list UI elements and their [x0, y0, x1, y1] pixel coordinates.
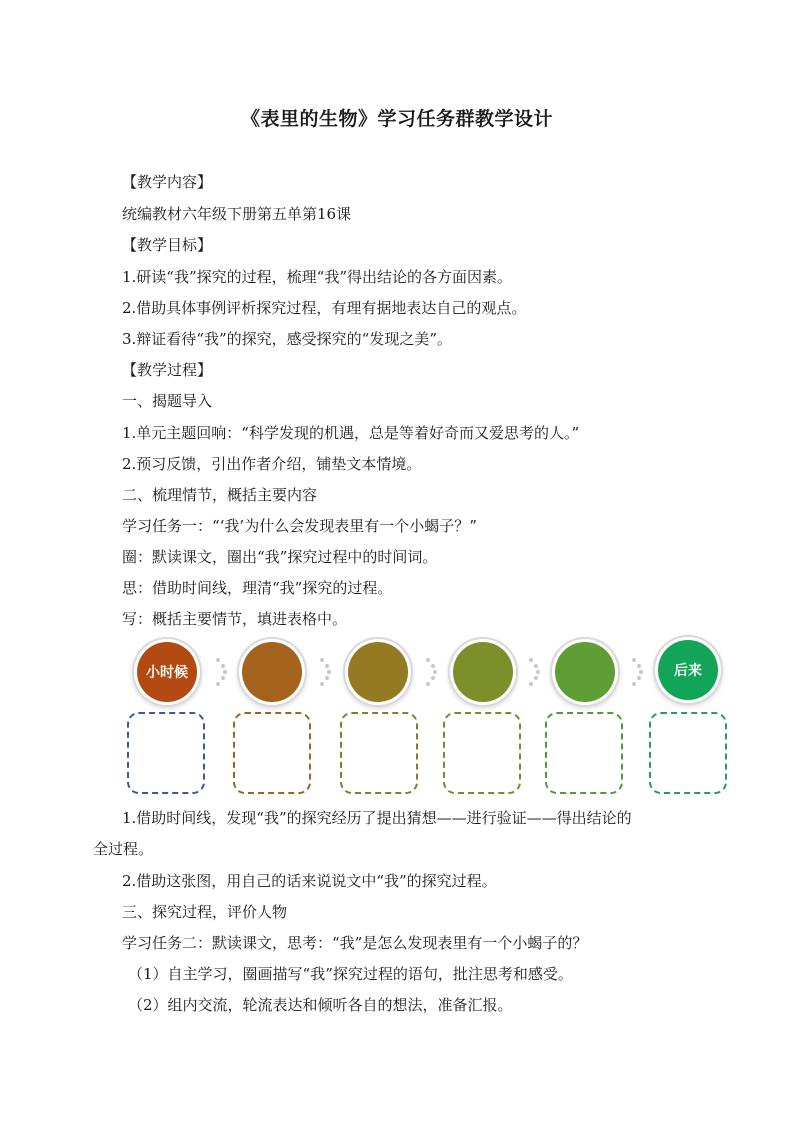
task2-step-1: （1）自主学习，圈画描写“我”探究过程的语句，批注思考和感受。 [128, 965, 573, 983]
timeline-fill-box-2[interactable] [233, 712, 311, 794]
timeline-connector-dots [632, 658, 644, 686]
content-text: 统编教材六年级下册第五单第16课 [122, 205, 352, 223]
timeline-fill-box-6[interactable] [649, 712, 727, 794]
timeline-connector-dots [426, 658, 438, 686]
after-timeline-1-cont: 全过程。 [93, 840, 154, 858]
part1-item-2: 2.预习反馈，引出作者介绍，铺垫文本情境。 [122, 455, 422, 473]
timeline-fill-box-1[interactable] [127, 712, 205, 794]
goal-item-1: 1.研读“我”探究的过程，梳理“我”得出结论的各方面因素。 [122, 268, 512, 286]
goal-item-3: 3.辩证看待“我”的探究，感受探究的“发现之美”。 [122, 330, 452, 348]
after-timeline-1: 1.借助时间线，发现“我”的探究经历了提出猜想——进行验证——得出结论的 [122, 809, 632, 827]
part1-heading: 一、揭题导入 [122, 392, 213, 410]
process-heading: 【教学过程】 [122, 361, 213, 379]
timeline-fill-box-4[interactable] [443, 712, 521, 794]
task2-text: 学习任务二：默读课文，思考：“我”是怎么发现表里有一个小蝎子的？ [122, 934, 588, 952]
timeline-node-label: 后来 [674, 663, 702, 679]
page-title: 《表里的生物》学习任务群教学设计 [240, 108, 553, 130]
goals-heading: 【教学目标】 [122, 236, 213, 254]
timeline-node-3 [348, 642, 408, 702]
timeline-node-5 [555, 642, 615, 702]
timeline-node-6 [658, 640, 718, 700]
timeline-diagram [0, 640, 794, 810]
timeline-node-2 [242, 642, 302, 702]
goal-item-2: 2.借助具体事例评析探究过程，有理有据地表达自己的观点。 [122, 299, 527, 317]
timeline-node-1 [137, 642, 197, 702]
timeline-node-label: 小时候 [146, 665, 188, 681]
task2-step-2: （2）组内交流，轮流表达和倾听各自的想法，准备汇报。 [128, 996, 513, 1014]
timeline-node-4 [453, 642, 513, 702]
task1-step-2: 思：借助时间线，理清“我”探究的过程。 [122, 579, 393, 597]
content-heading: 【教学内容】 [122, 173, 213, 191]
timeline-connector-dots [320, 658, 332, 686]
timeline-fill-box-5[interactable] [545, 712, 623, 794]
task1-text: 学习任务一：“‘我’为什么会发现表里有一个小蝎子？” [122, 517, 477, 535]
after-timeline-2: 2.借助这张图，用自己的话来说说文中“我”的探究过程。 [122, 872, 497, 890]
task1-step-3: 写：概括主要情节，填进表格中。 [122, 610, 348, 628]
timeline-connector-dots [529, 658, 541, 686]
part1-item-1: 1.单元主题回响：“科学发现的机遇，总是等着好奇而又爱思考的人。” [122, 424, 580, 442]
part3-heading: 三、探究过程，评价人物 [122, 903, 288, 921]
timeline-connector-dots [216, 658, 228, 686]
timeline-fill-box-3[interactable] [340, 712, 418, 794]
task1-step-1: 圈：默读课文，圈出“我”探究过程中的时间词。 [122, 548, 438, 566]
part2-heading: 二、梳理情节，概括主要内容 [122, 486, 318, 504]
